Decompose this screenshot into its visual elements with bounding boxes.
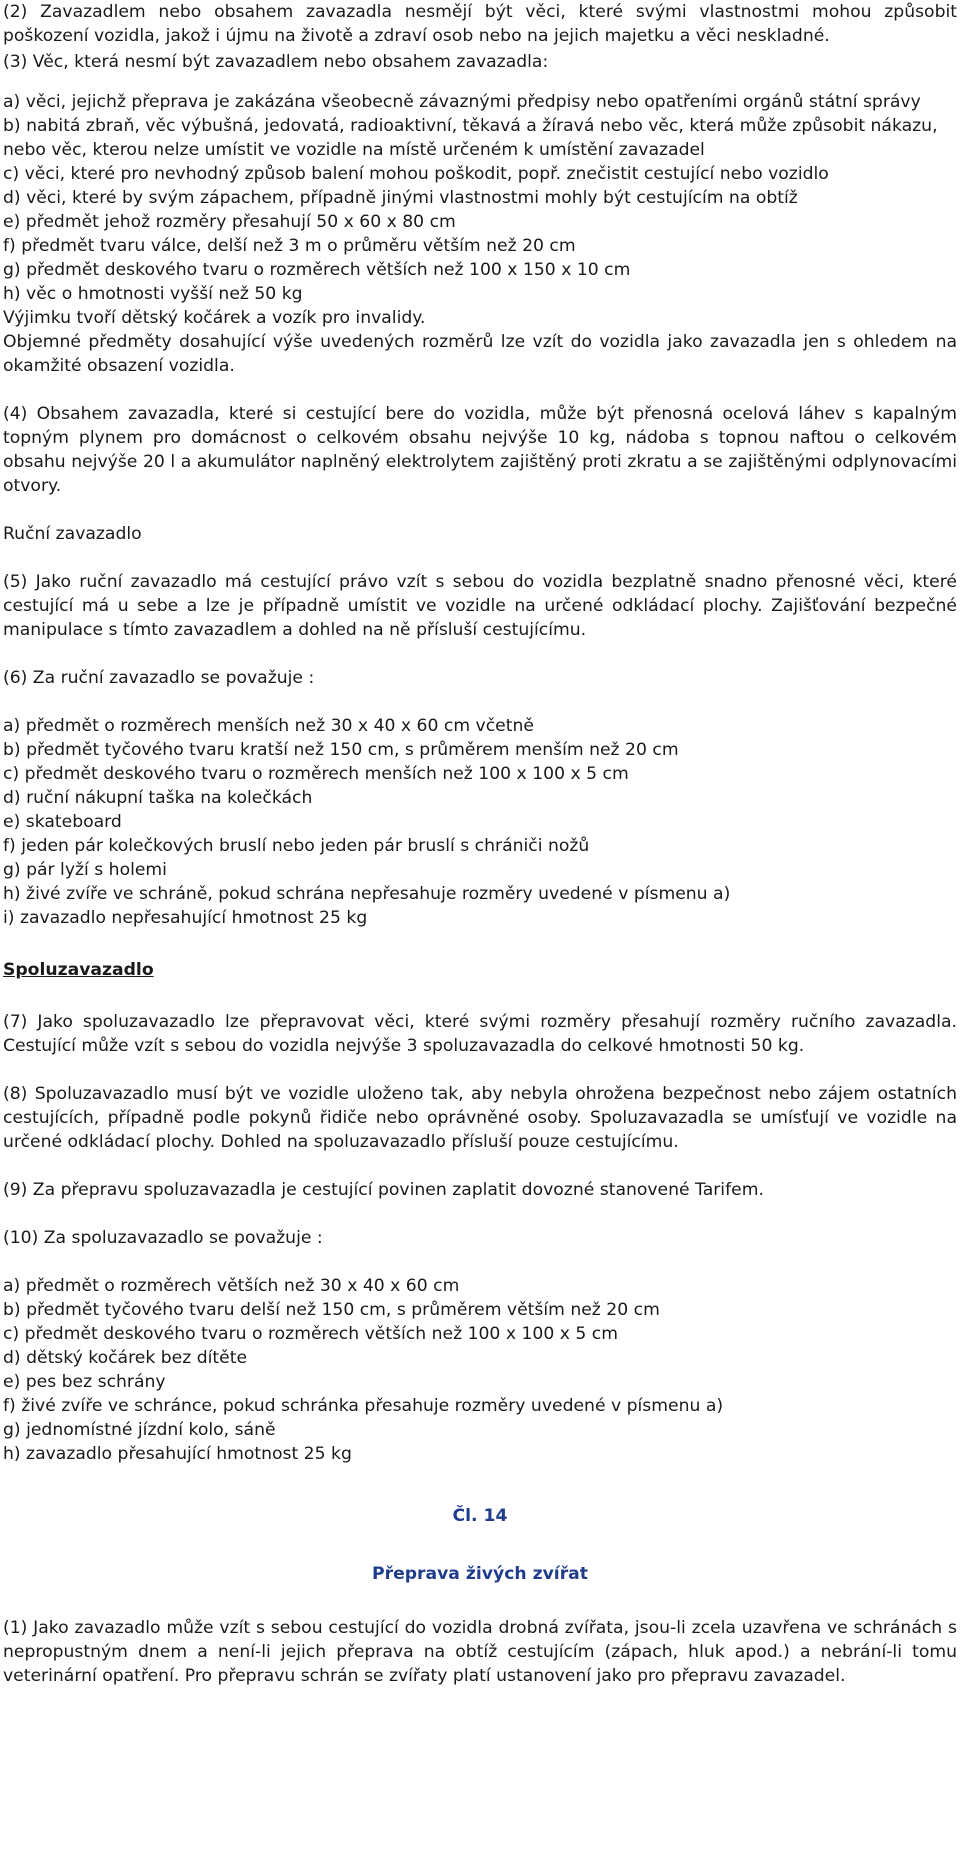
list-item: f) živé zvíře ve schránce, pokud schránka přesahuje rozměry uvedené v písmenu a): [3, 1396, 724, 1416]
spacer: [3, 642, 957, 666]
spacer: [3, 1528, 957, 1562]
list-item: h) zavazadlo přesahující hmotnost 25 kg: [3, 1444, 352, 1464]
list-item: b) předmět tyčového tvaru delší než 150 cm, s průměrem větším než 20 cm: [3, 1300, 660, 1320]
prohibited-items-list: [3, 90, 957, 306]
spacer: [3, 930, 957, 958]
document-content: [3, 0, 957, 1688]
paragraph-3-intro: (3) Věc, která nesmí být zavazadlem nebo obsahem zavazadla:: [3, 52, 549, 72]
list-item: i) zavazadlo nepřesahující hmotnost 25 kg: [3, 908, 368, 928]
list-item: e) skateboard: [3, 812, 122, 832]
article-14-paragraph-1: (1) Jako zavazadlo může vzít s sebou cestující do vozidla drobná zvířata, jsou-li zcela uzavřena ve schránách s nepropustným dnem a není-li jejich přeprava na obtíž cestujícím (zápach, hluk apod.) a nebrání-li tomu veterinární opatření. Pro přepravu schrán se zvířaty platí ustanovení jako pro přepravu zavazadel.: [3, 1618, 957, 1686]
list-item: g) pár lyží s holemi: [3, 860, 167, 880]
spacer: [3, 546, 957, 570]
spacer: [3, 498, 957, 522]
spacer: [3, 690, 957, 714]
spacer: [3, 1202, 957, 1226]
spacer: [3, 378, 957, 402]
article-title: Přeprava živých zvířat: [372, 1564, 588, 1584]
list-item: e) předmět jehož rozměry přesahují 50 x 60 x 80 cm: [3, 212, 456, 232]
hand-luggage-heading: Ruční zavazadlo: [3, 524, 142, 544]
hand-luggage-list: [3, 714, 957, 930]
paragraph-6-intro: (6) Za ruční zavazadlo se považuje :: [3, 668, 315, 688]
list-item: a) věci, jejichž přeprava je zakázána všeobecně závaznými předpisy nebo opatřeními orgánů státní správy: [3, 92, 921, 112]
paragraph-4: (4) Obsahem zavazadla, které si cestující bere do vozidla, může být přenosná ocelová láhev s kapalným topným plynem pro domácnost o celkovém obsahu nejvýše 10 kg, nádoba s topnou naftou o celkovém obsahu nejvýše 20 l a akumulátor naplněný elektrolytem zajištěný proti zkratu a se zajištěnými odplynovacími otvory.: [3, 404, 957, 496]
list-item: f) předmět tvaru válce, delší než 3 m o průměru větším než 20 cm: [3, 236, 576, 256]
list-item: d) ruční nákupní taška na kolečkách: [3, 788, 313, 808]
list-item: b) nabitá zbraň, věc výbušná, jedovatá, radioaktivní, těkavá a žíravá nebo věc, která může způsobit nákazu, nebo věc, kterou nelze umístit ve vozidle na místě určeném k umístění zavazadel: [3, 116, 938, 160]
list-item: d) věci, které by svým zápachem, případně jinými vlastnostmi mohly být cestujícím na obtíž: [3, 188, 798, 208]
paragraph-8: (8) Spoluzavazadlo musí být ve vozidle uloženo tak, aby nebyla ohrožena bezpečnost nebo zájem ostatních cestujících, případně podle pokynů řidiče nebo oprávněné osoby. Spoluzavazadla se umísťují ve vozidle na určené odkládací plochy. Dohled na spoluzavazadlo přísluší pouze cestujícímu.: [3, 1084, 957, 1152]
list-item: e) pes bez schrány: [3, 1372, 166, 1392]
list-item: f) jeden pár kolečkových bruslí nebo jeden pár bruslí s chrániči nožů: [3, 836, 590, 856]
co-luggage-list: [3, 1274, 957, 1466]
spacer: [3, 1058, 957, 1082]
spacer: [3, 982, 957, 1010]
spacer: [3, 1250, 957, 1274]
list-item: d) dětský kočárek bez dítěte: [3, 1348, 248, 1368]
article-number: Čl. 14: [452, 1506, 508, 1526]
spacer: [3, 1466, 957, 1504]
paragraph-9: (9) Za přepravu spoluzavazadla je cestující povinen zaplatit dovozné stanovené Tarifem.: [3, 1180, 764, 1200]
list-item: h) živé zvíře ve schráně, pokud schrána nepřesahuje rozměry uvedené v písmenu a): [3, 884, 731, 904]
spacer: [3, 1154, 957, 1178]
list-item: g) jednomístné jízdní kolo, sáně: [3, 1420, 276, 1440]
list-item: a) předmět o rozměrech větších než 30 x 40 x 60 cm: [3, 1276, 460, 1296]
paragraph-5: (5) Jako ruční zavazadlo má cestující právo vzít s sebou do vozidla bezplatně snadno přenosné věci, které cestující má u sebe a lze je případně umístit ve vozidle na určené odkládací plochy. Zajišťování bezpečné manipulace s tímto zavazadlem a dohled na ně přísluší cestujícímu.: [3, 572, 957, 640]
spacer: [3, 74, 957, 90]
list-item: a) předmět o rozměrech menších než 30 x 40 x 60 cm včetně: [3, 716, 534, 736]
bulky-items-note: Objemné předměty dosahující výše uvedených rozměrů lze vzít do vozidla jako zavazadla jen s ohledem na okamžité obsazení vozidla.: [3, 332, 957, 376]
spacer: [3, 1586, 957, 1616]
list-item: c) předmět deskového tvaru o rozměrech menších než 100 x 100 x 5 cm: [3, 764, 629, 784]
paragraph-7: (7) Jako spoluzavazadlo lze přepravovat věci, které svými rozměry přesahují rozměry ručního zavazadla. Cestující může vzít s sebou do vozidla nejvýše 3 spoluzavazadla do celkové hmotnosti 50 kg.: [3, 1012, 957, 1056]
paragraph-2: (2) Zavazadlem nebo obsahem zavazadla nesmějí být věci, které svými vlastnostmi mohou způsobit poškození vozidla, jakož i újmu na životě a zdraví osob nebo na jejich majetku a věci neskladné.: [3, 2, 957, 46]
list-item: c) věci, které pro nevhodný způsob balení mohou poškodit, popř. znečistit cestující nebo vozidlo: [3, 164, 829, 184]
co-luggage-heading: Spoluzavazadlo: [3, 960, 154, 980]
exception-note: Výjimku tvoří dětský kočárek a vozík pro invalidy.: [3, 308, 426, 328]
list-item: b) předmět tyčového tvaru kratší než 150 cm, s průměrem menším než 20 cm: [3, 740, 679, 760]
paragraph-10-intro: (10) Za spoluzavazadlo se považuje :: [3, 1228, 323, 1248]
list-item: g) předmět deskového tvaru o rozměrech větších než 100 x 150 x 10 cm: [3, 260, 631, 280]
list-item: h) věc o hmotnosti vyšší než 50 kg: [3, 284, 303, 304]
list-item: c) předmět deskového tvaru o rozměrech větších než 100 x 100 x 5 cm: [3, 1324, 618, 1344]
